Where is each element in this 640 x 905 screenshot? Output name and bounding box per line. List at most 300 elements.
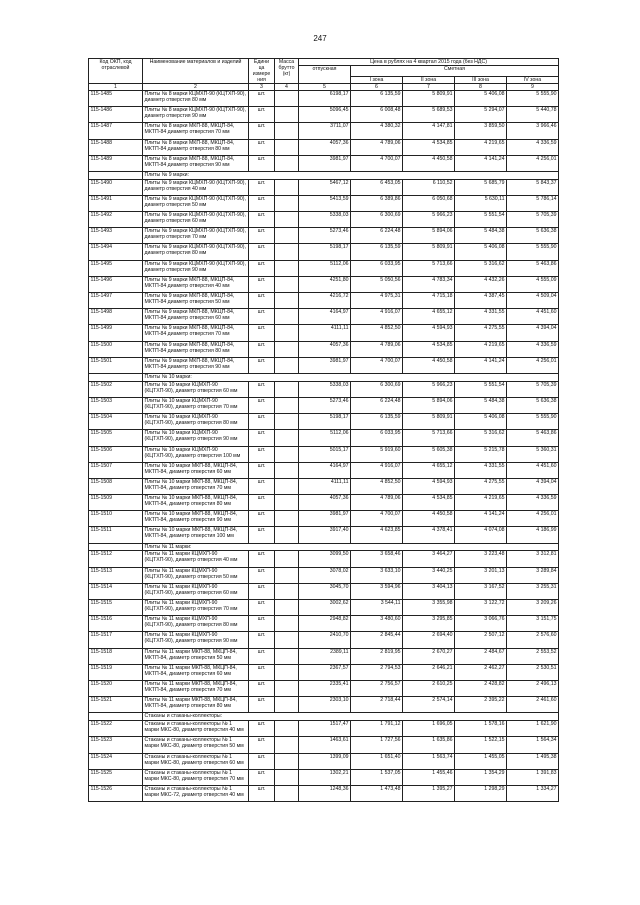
row-release-price: 1399,09 — [299, 753, 351, 769]
row-zone-3-price: 3 167,52 — [455, 583, 507, 599]
row-zone-2-price: 4 534,85 — [403, 495, 455, 511]
row-zone-3-price: 1 298,29 — [455, 785, 507, 801]
table-row — [89, 139, 559, 155]
row-code: 115-1501 — [89, 357, 143, 373]
row-name: Плиты № 9 марки МКП-88, МКЦП-84, МКТП-84 диаметр отверстия 50 мм — [143, 293, 249, 309]
row-zone-3-price: 4 275,55 — [455, 478, 507, 494]
row-code: 115-1505 — [89, 430, 143, 446]
row-release-price: 3981,97 — [299, 357, 351, 373]
row-name: Плиты № 11 марки КЦМХП-90 (КЦТХП-90), диаметр отверстия 50 мм — [143, 567, 249, 583]
row-release-price: 3917,40 — [299, 527, 351, 543]
column-number: 8 — [455, 84, 507, 91]
row-zone-4-price: 5 555,90 — [507, 414, 559, 430]
row-zone-1-price: 5 919,60 — [351, 446, 403, 462]
row-name: Плиты № 9 марки КЦМХП-90 (КЦТХП-90), диаметр отверстия 90 мм — [143, 260, 249, 276]
row-release-price: 4164,97 — [299, 309, 351, 325]
row-mass — [275, 600, 299, 616]
row-release-price: 3002,62 — [299, 600, 351, 616]
row-zone-3-price: 4 331,55 — [455, 309, 507, 325]
row-zone-3-price: 5 630,11 — [455, 195, 507, 211]
row-release-price: 2335,41 — [299, 680, 351, 696]
row-zone-4-price: 5 636,38 — [507, 228, 559, 244]
row-unit: шт. — [249, 478, 275, 494]
column-number: 9 — [507, 84, 559, 91]
row-name: Плиты № 11 марки МКП-88, МКЦП-84, МКТП-84, диаметр отверстия 60 мм — [143, 664, 249, 680]
row-mass — [275, 123, 299, 139]
row-unit: шт. — [249, 664, 275, 680]
row-unit: шт. — [249, 260, 275, 276]
row-zone-1-price: 6 389,86 — [351, 195, 403, 211]
row-name: Стаканы и стаканы-коллекторы № 1 марки МКС-80, диаметр отверстия 40 мм — [143, 721, 249, 737]
row-zone-2-price: 4 594,93 — [403, 478, 455, 494]
row-zone-2-price: 5 809,91 — [403, 244, 455, 260]
group-title: Стаканы и стаканы-коллекторы: — [143, 713, 559, 721]
row-release-price: 4111,11 — [299, 325, 351, 341]
row-zone-1-price: 3 594,96 — [351, 583, 403, 599]
row-release-price: 3099,50 — [299, 551, 351, 567]
row-release-price: 3981,97 — [299, 155, 351, 171]
table-row — [89, 737, 559, 753]
row-zone-3-price: 4 141,24 — [455, 357, 507, 373]
table-row — [89, 228, 559, 244]
row-code: 115-1524 — [89, 753, 143, 769]
group-code-cell — [89, 543, 143, 551]
row-mass — [275, 244, 299, 260]
row-code: 115-1512 — [89, 551, 143, 567]
row-zone-4-price: 2 496,13 — [507, 680, 559, 696]
row-release-price: 5198,17 — [299, 414, 351, 430]
group-header-row — [89, 543, 559, 551]
row-mass — [275, 664, 299, 680]
column-number-row — [89, 84, 559, 91]
row-zone-2-price: 3 440,25 — [403, 567, 455, 583]
header-unit: Едини ца измере ния — [249, 59, 275, 84]
row-mass — [275, 721, 299, 737]
row-zone-2-price: 2 610,25 — [403, 680, 455, 696]
row-name: Стаканы и стаканы-коллекторы № 1 марки МКС-80, диаметр отверстия 50 мм — [143, 737, 249, 753]
row-zone-4-price: 1 564,34 — [507, 737, 559, 753]
group-title: Плиты № 10 марки: — [143, 373, 559, 381]
row-zone-1-price: 5 050,56 — [351, 276, 403, 292]
row-release-price: 5015,17 — [299, 446, 351, 462]
row-zone-3-price: 1 354,29 — [455, 769, 507, 785]
row-name: Стаканы и стаканы-коллекторы № 1 марки МКС-72, диаметр отверстия 40 мм — [143, 785, 249, 801]
row-mass — [275, 179, 299, 195]
row-zone-2-price: 4 450,58 — [403, 511, 455, 527]
row-name: Плиты № 11 марки КЦМХП-90 (КЦТХП-90), диаметр отверстия 90 мм — [143, 632, 249, 648]
row-release-price: 1517,47 — [299, 721, 351, 737]
row-unit: шт. — [249, 495, 275, 511]
row-zone-3-price: 4 141,24 — [455, 155, 507, 171]
row-unit: шт. — [249, 583, 275, 599]
row-release-price: 5467,12 — [299, 179, 351, 195]
row-zone-2-price: 4 450,58 — [403, 357, 455, 373]
row-name: Плиты № 11 марки МКП-88, МКЦП-84, МКТП-84, диаметр отверстия 50 мм — [143, 648, 249, 664]
row-unit: шт. — [249, 107, 275, 123]
row-zone-3-price: 1 522,15 — [455, 737, 507, 753]
row-mass — [275, 511, 299, 527]
row-name: Плиты № 10 марки МКП-88, МКЦП-84, МКТП-84, диаметр отверстия 70 мм — [143, 478, 249, 494]
row-zone-2-price: 5 966,23 — [403, 381, 455, 397]
table-row — [89, 212, 559, 228]
row-zone-4-price: 5 705,39 — [507, 212, 559, 228]
row-code: 115-1517 — [89, 632, 143, 648]
row-name: Плиты № 9 марки КЦМХП-90 (КЦТХП-90), диаметр отверстия 70 мм — [143, 228, 249, 244]
row-code: 115-1497 — [89, 293, 143, 309]
row-name: Плиты № 9 марки МКП-88, МКЦП-84, МКТП-84 диаметр отверстия 60 мм — [143, 309, 249, 325]
row-unit: шт. — [249, 785, 275, 801]
row-mass — [275, 632, 299, 648]
row-unit: шт. — [249, 381, 275, 397]
row-zone-2-price: 3 464,27 — [403, 551, 455, 567]
row-zone-4-price: 4 186,99 — [507, 527, 559, 543]
row-zone-4-price: 4 509,04 — [507, 293, 559, 309]
row-unit: шт. — [249, 179, 275, 195]
row-release-price: 5273,46 — [299, 397, 351, 413]
page-number: 247 — [313, 34, 327, 43]
table-row — [89, 179, 559, 195]
row-code: 115-1508 — [89, 478, 143, 494]
row-release-price: 5413,59 — [299, 195, 351, 211]
row-zone-4-price: 4 336,59 — [507, 341, 559, 357]
row-code: 115-1518 — [89, 648, 143, 664]
row-mass — [275, 414, 299, 430]
row-zone-1-price: 3 544,11 — [351, 600, 403, 616]
row-release-price: 4057,36 — [299, 495, 351, 511]
table-row — [89, 527, 559, 543]
row-code: 115-1509 — [89, 495, 143, 511]
group-header-row — [89, 171, 559, 179]
table-body — [89, 91, 559, 802]
row-mass — [275, 567, 299, 583]
row-zone-3-price: 5 484,38 — [455, 228, 507, 244]
row-zone-1-price: 4 852,50 — [351, 325, 403, 341]
row-zone-1-price: 2 718,44 — [351, 697, 403, 713]
group-title: Плиты № 11 марки: — [143, 543, 559, 551]
row-zone-3-price: 2 507,12 — [455, 632, 507, 648]
row-zone-2-price: 4 147,81 — [403, 123, 455, 139]
row-zone-4-price: 5 463,86 — [507, 260, 559, 276]
row-zone-4-price: 3 312,81 — [507, 551, 559, 567]
row-zone-1-price: 6 135,59 — [351, 414, 403, 430]
row-code: 115-1498 — [89, 309, 143, 325]
group-code-cell — [89, 373, 143, 381]
table-row — [89, 430, 559, 446]
row-zone-4-price: 5 555,90 — [507, 244, 559, 260]
row-zone-1-price: 4 852,50 — [351, 478, 403, 494]
row-unit: шт. — [249, 228, 275, 244]
row-zone-2-price: 4 534,85 — [403, 139, 455, 155]
row-unit: шт. — [249, 551, 275, 567]
row-zone-2-price: 6 050,68 — [403, 195, 455, 211]
row-zone-2-price: 5 605,38 — [403, 446, 455, 462]
row-mass — [275, 527, 299, 543]
row-zone-1-price: 6 300,69 — [351, 212, 403, 228]
row-release-price: 6198,17 — [299, 91, 351, 107]
row-zone-3-price: 5 215,78 — [455, 446, 507, 462]
table-row — [89, 753, 559, 769]
table-row — [89, 511, 559, 527]
row-zone-1-price: 6 224,48 — [351, 397, 403, 413]
row-code: 115-1494 — [89, 244, 143, 260]
row-unit: шт. — [249, 600, 275, 616]
row-zone-4-price: 2 461,60 — [507, 697, 559, 713]
row-zone-1-price: 6 135,59 — [351, 244, 403, 260]
row-zone-2-price: 5 894,06 — [403, 397, 455, 413]
row-name: Плиты № 10 марки КЦМХП-90 (КЦТХП-90), диаметр отверстия 100 мм — [143, 446, 249, 462]
row-name: Плиты № 10 марки КЦМХП-90 (КЦТХП-90), диаметр отверстия 80 мм — [143, 414, 249, 430]
row-code: 115-1489 — [89, 155, 143, 171]
row-unit: шт. — [249, 139, 275, 155]
row-code: 115-1511 — [89, 527, 143, 543]
row-release-price: 5338,03 — [299, 212, 351, 228]
row-name: Плиты № 8 марки КЦМХП-90 (КЦТХП-90), диаметр отверстия 90 мм — [143, 107, 249, 123]
row-name: Плиты № 9 марки КЦМХП-90 (КЦТХП-90), диаметр отверстия 60 мм — [143, 212, 249, 228]
row-mass — [275, 616, 299, 632]
table-row — [89, 583, 559, 599]
row-mass — [275, 462, 299, 478]
row-code: 115-1495 — [89, 260, 143, 276]
row-code: 115-1492 — [89, 212, 143, 228]
row-zone-1-price: 3 658,46 — [351, 551, 403, 567]
row-zone-3-price: 4 331,55 — [455, 462, 507, 478]
row-name: Плиты № 9 марки КЦМХП-90 (КЦТХП-90), диаметр отверстия 80 мм — [143, 244, 249, 260]
row-zone-3-price: 5 551,54 — [455, 212, 507, 228]
row-unit: шт. — [249, 397, 275, 413]
row-zone-4-price: 1 495,38 — [507, 753, 559, 769]
row-unit: шт. — [249, 721, 275, 737]
row-zone-2-price: 5 809,91 — [403, 414, 455, 430]
row-zone-2-price: 5 966,23 — [403, 212, 455, 228]
table-row — [89, 478, 559, 494]
row-zone-3-price: 4 141,24 — [455, 511, 507, 527]
row-release-price: 2303,10 — [299, 697, 351, 713]
row-unit: шт. — [249, 446, 275, 462]
row-zone-3-price: 5 406,08 — [455, 414, 507, 430]
table-row — [89, 664, 559, 680]
row-code: 115-1522 — [89, 721, 143, 737]
row-release-price: 4111,11 — [299, 478, 351, 494]
table-row — [89, 721, 559, 737]
row-zone-4-price: 5 705,39 — [507, 381, 559, 397]
row-name: Плиты № 10 марки КЦМХП-90 (КЦТХП-90), диаметр отверстия 60 мм — [143, 381, 249, 397]
row-zone-2-price: 4 655,12 — [403, 462, 455, 478]
row-name: Плиты № 9 марки КЦМХП-90 (КЦТХП-90), диаметр отверстия 40 мм — [143, 179, 249, 195]
row-unit: шт. — [249, 616, 275, 632]
header-zone-4: IV зона — [507, 77, 559, 84]
row-release-price: 4251,80 — [299, 276, 351, 292]
row-code: 115-1499 — [89, 325, 143, 341]
row-zone-1-price: 3 633,10 — [351, 567, 403, 583]
row-zone-4-price: 1 621,90 — [507, 721, 559, 737]
row-code: 115-1506 — [89, 446, 143, 462]
row-name: Стаканы и стаканы-коллекторы № 1 марки МКС-80, диаметр отверстия 60 мм — [143, 753, 249, 769]
row-zone-4-price: 4 451,60 — [507, 309, 559, 325]
row-unit: шт. — [249, 430, 275, 446]
table-row — [89, 309, 559, 325]
row-zone-3-price: 3 122,72 — [455, 600, 507, 616]
group-title: Плиты № 9 марки: — [143, 171, 559, 179]
row-zone-1-price: 4 916,07 — [351, 309, 403, 325]
row-name: Плиты № 10 марки МКП-88, МКЦП-84, МКТП-84, диаметр отверстия 80 мм — [143, 495, 249, 511]
row-unit: шт. — [249, 737, 275, 753]
row-zone-3-price: 5 406,08 — [455, 91, 507, 107]
row-release-price: 2948,82 — [299, 616, 351, 632]
table-row — [89, 357, 559, 373]
row-zone-3-price: 5 316,62 — [455, 430, 507, 446]
row-zone-3-price: 4 387,45 — [455, 293, 507, 309]
row-mass — [275, 397, 299, 413]
row-zone-1-price: 1 791,12 — [351, 721, 403, 737]
row-name: Плиты № 10 марки КЦМХП-90 (КЦТХП-90), диаметр отверстия 90 мм — [143, 430, 249, 446]
column-number: 6 — [351, 84, 403, 91]
header-price-group: Цена в рублях на 4 квартал 2015 года (без НДС) — [299, 59, 559, 66]
row-code: 115-1500 — [89, 341, 143, 357]
row-zone-1-price: 2 819,95 — [351, 648, 403, 664]
header-name: Наименование материалов и изделий — [143, 59, 249, 84]
row-code: 115-1526 — [89, 785, 143, 801]
row-zone-4-price: 5 440,78 — [507, 107, 559, 123]
row-zone-4-price: 2 553,52 — [507, 648, 559, 664]
row-zone-1-price: 1 537,05 — [351, 769, 403, 785]
row-zone-4-price: 4 336,59 — [507, 139, 559, 155]
row-name: Плиты № 9 марки КЦМХП-90 (КЦТХП-90), диаметр отверстия 50 мм — [143, 195, 249, 211]
header-mass: Масса брутто (кг) — [275, 59, 299, 84]
row-zone-4-price: 4 256,01 — [507, 357, 559, 373]
row-zone-2-price: 6 110,52 — [403, 179, 455, 195]
row-zone-4-price: 4 256,01 — [507, 155, 559, 171]
column-number: 2 — [143, 84, 249, 91]
row-name: Плиты № 9 марки МКП-88, МКЦП-84, МКТП-84 диаметр отверстия 70 мм — [143, 325, 249, 341]
table-row — [89, 397, 559, 413]
group-header-row — [89, 373, 559, 381]
row-zone-2-price: 4 655,12 — [403, 309, 455, 325]
row-zone-4-price: 5 636,38 — [507, 397, 559, 413]
row-name: Плиты № 8 марки МКП-88, МКЦП-84, МКТП-84 диаметр отверстия 90 мм — [143, 155, 249, 171]
row-name: Плиты № 10 марки МКП-88, МКЦП-84, МКТП-84, диаметр отверстия 90 мм — [143, 511, 249, 527]
row-mass — [275, 583, 299, 599]
row-zone-2-price: 5 689,53 — [403, 107, 455, 123]
row-code: 115-1514 — [89, 583, 143, 599]
row-unit: шт. — [249, 632, 275, 648]
row-zone-4-price: 4 394,04 — [507, 325, 559, 341]
row-zone-4-price: 5 463,86 — [507, 430, 559, 446]
row-zone-4-price: 4 451,60 — [507, 462, 559, 478]
row-mass — [275, 769, 299, 785]
row-zone-1-price: 4 975,31 — [351, 293, 403, 309]
group-code-cell — [89, 713, 143, 721]
row-unit: шт. — [249, 325, 275, 341]
row-zone-3-price: 2 428,82 — [455, 680, 507, 696]
row-zone-1-price: 4 789,06 — [351, 341, 403, 357]
row-zone-2-price: 4 378,41 — [403, 527, 455, 543]
row-release-price: 1248,36 — [299, 785, 351, 801]
row-code: 115-1520 — [89, 680, 143, 696]
row-zone-1-price: 2 845,44 — [351, 632, 403, 648]
row-zone-3-price: 4 432,26 — [455, 276, 507, 292]
row-zone-4-price: 3 209,26 — [507, 600, 559, 616]
row-name: Плиты № 9 марки МКП-88, МКЦП-84, МКТП-84 диаметр отверстия 80 мм — [143, 341, 249, 357]
row-zone-3-price: 3 859,50 — [455, 123, 507, 139]
row-release-price: 5338,03 — [299, 381, 351, 397]
row-unit: шт. — [249, 769, 275, 785]
row-zone-1-price: 6 033,95 — [351, 260, 403, 276]
row-code: 115-1521 — [89, 697, 143, 713]
row-zone-3-price: 2 484,67 — [455, 648, 507, 664]
header-estimate: Сметная — [351, 66, 559, 77]
table-row — [89, 551, 559, 567]
row-code: 115-1515 — [89, 600, 143, 616]
row-unit: шт. — [249, 195, 275, 211]
row-mass — [275, 697, 299, 713]
row-zone-3-price: 4 219,65 — [455, 495, 507, 511]
row-zone-2-price: 4 783,34 — [403, 276, 455, 292]
row-zone-3-price: 5 406,08 — [455, 244, 507, 260]
row-zone-2-price: 1 696,05 — [403, 721, 455, 737]
table-row — [89, 697, 559, 713]
row-unit: шт. — [249, 276, 275, 292]
row-zone-1-price: 6 224,48 — [351, 228, 403, 244]
row-release-price: 5096,45 — [299, 107, 351, 123]
row-name: Стаканы и стаканы-коллекторы № 1 марки МКС-80, диаметр отверстия 70 мм — [143, 769, 249, 785]
row-mass — [275, 325, 299, 341]
row-mass — [275, 430, 299, 446]
row-zone-2-price: 5 713,66 — [403, 260, 455, 276]
row-zone-4-price: 3 255,31 — [507, 583, 559, 599]
row-mass — [275, 309, 299, 325]
table-row — [89, 244, 559, 260]
row-mass — [275, 107, 299, 123]
row-unit: шт. — [249, 123, 275, 139]
row-release-price: 4216,72 — [299, 293, 351, 309]
row-release-price: 5273,46 — [299, 228, 351, 244]
table-row — [89, 325, 559, 341]
row-zone-3-price: 5 294,07 — [455, 107, 507, 123]
row-unit: шт. — [249, 567, 275, 583]
row-name: Плиты № 10 марки МКП-88, МКЦП-84, МКТП-84, диаметр отверстия 60 мм — [143, 462, 249, 478]
row-release-price: 5112,06 — [299, 260, 351, 276]
row-zone-4-price: 4 256,01 — [507, 511, 559, 527]
table-row — [89, 462, 559, 478]
row-zone-3-price: 3 223,48 — [455, 551, 507, 567]
row-name: Плиты № 11 марки КЦМХП-90 (КЦТХП-90), диаметр отверстия 40 мм — [143, 551, 249, 567]
row-zone-1-price: 4 700,07 — [351, 155, 403, 171]
row-zone-2-price: 1 395,27 — [403, 785, 455, 801]
row-release-price: 3045,70 — [299, 583, 351, 599]
row-zone-1-price: 4 623,85 — [351, 527, 403, 543]
row-zone-4-price: 5 843,37 — [507, 179, 559, 195]
row-zone-1-price: 3 480,60 — [351, 616, 403, 632]
row-zone-1-price: 6 135,59 — [351, 91, 403, 107]
row-zone-2-price: 2 694,40 — [403, 632, 455, 648]
price-table — [88, 58, 559, 802]
row-zone-1-price: 6 300,69 — [351, 381, 403, 397]
row-code: 115-1525 — [89, 769, 143, 785]
row-mass — [275, 478, 299, 494]
row-zone-2-price: 5 809,91 — [403, 91, 455, 107]
row-unit: шт. — [249, 414, 275, 430]
column-number: 1 — [89, 84, 143, 91]
row-zone-1-price: 4 380,32 — [351, 123, 403, 139]
row-mass — [275, 648, 299, 664]
row-mass — [275, 260, 299, 276]
row-zone-4-price: 4 555,09 — [507, 276, 559, 292]
row-zone-1-price: 4 700,07 — [351, 357, 403, 373]
row-release-price: 1463,61 — [299, 737, 351, 753]
row-unit: шт. — [249, 753, 275, 769]
row-zone-2-price: 4 715,18 — [403, 293, 455, 309]
row-zone-1-price: 4 789,06 — [351, 139, 403, 155]
